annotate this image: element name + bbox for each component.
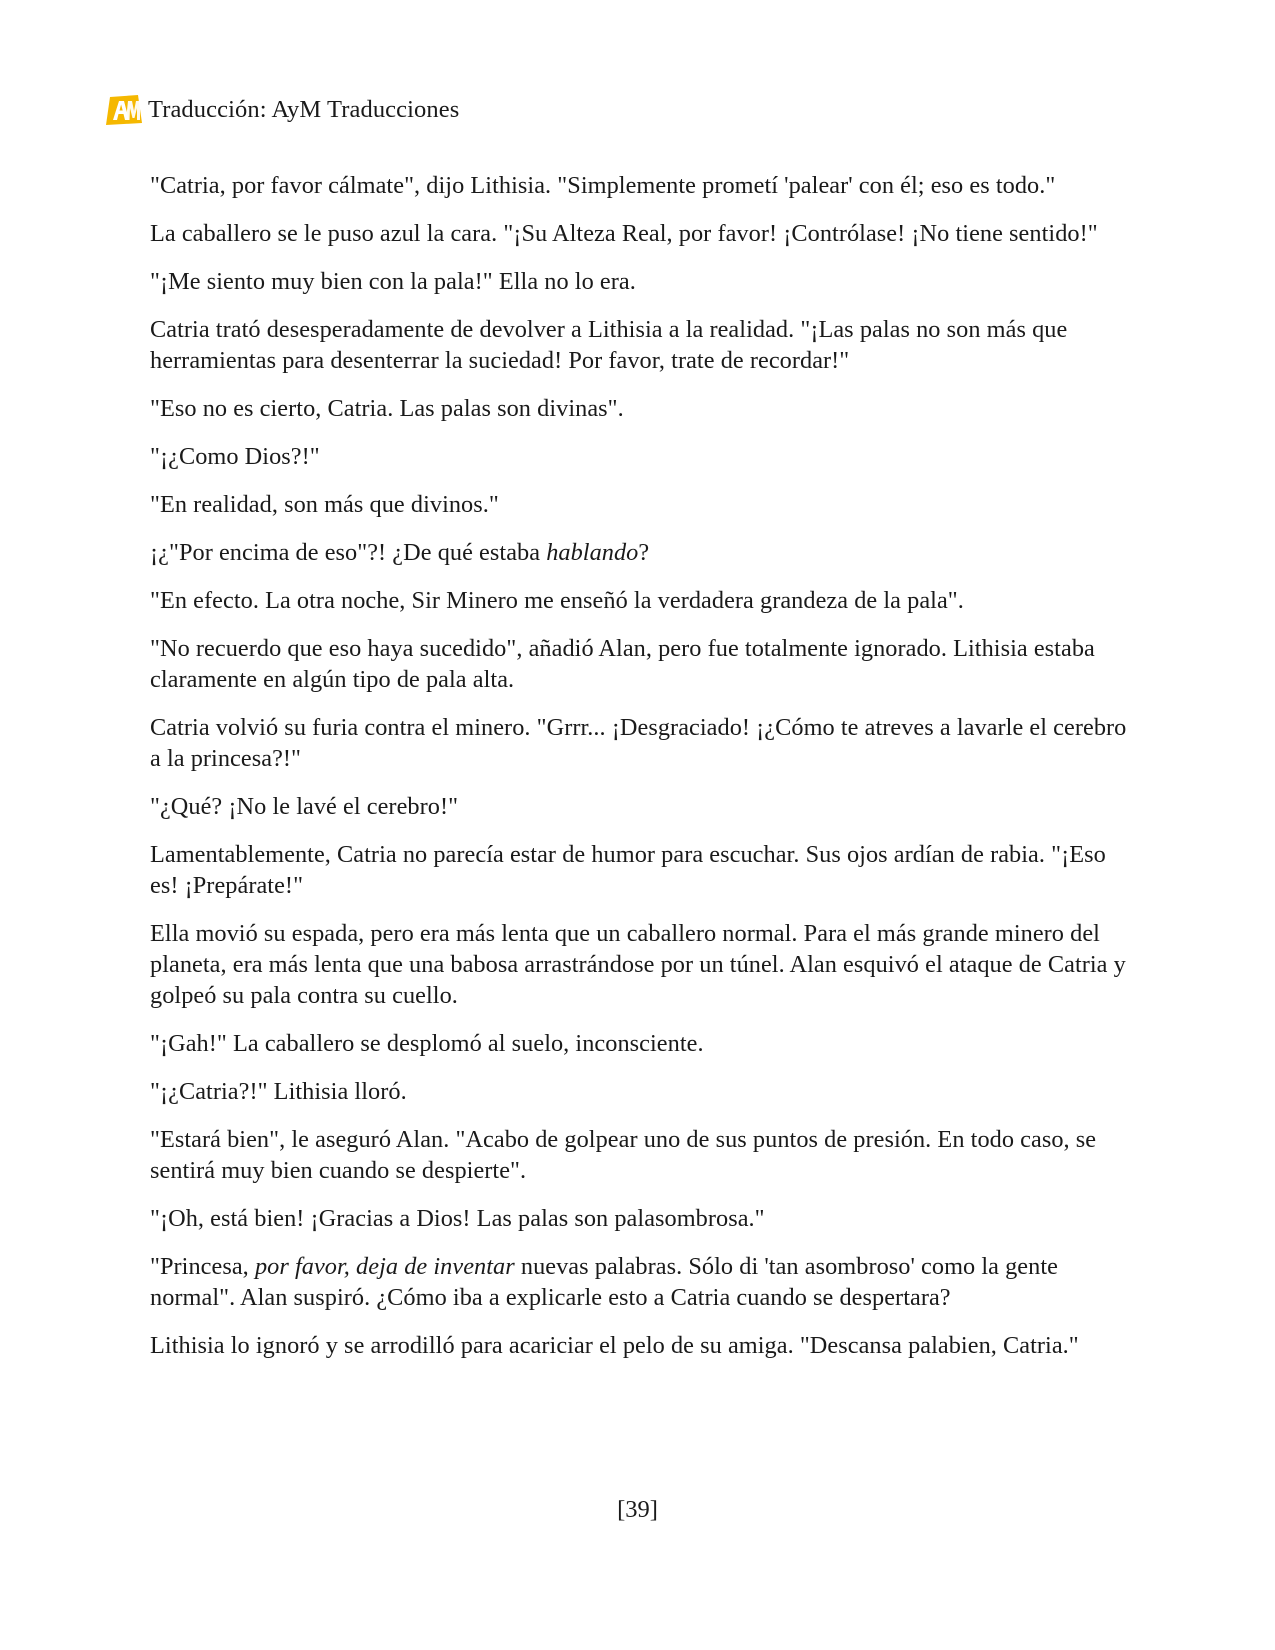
paragraph: Ella movió su espada, pero era más lenta que un caballero normal. Para el más grande minero del planeta, era más lenta que una babosa arrastrándose por un túnel. Alan esquivó el ataque de Catria y golpeó su pala contra su cuello. xyxy=(150,920,1126,1009)
paragraph: "Eso no es cierto, Catria. Las palas son divinas". xyxy=(150,395,624,422)
aym-logo-icon xyxy=(104,93,144,127)
paragraph: "¿Qué? ¡No le lavé el cerebro!" xyxy=(150,793,459,820)
italic-emphasis: hablando xyxy=(546,539,639,566)
paragraph: Catria trató desesperadamente de devolver a Lithisia a la realidad. "¡Las palas no son más que herramientas para desenterrar la suciedad! Por favor, trate de recordar!" xyxy=(150,316,1068,374)
page-body xyxy=(150,170,1130,1378)
paragraph: "¡¿Como Dios?!" xyxy=(150,443,320,470)
paragraph: Lamentablemente, Catria no parecía estar de humor para escuchar. Sus ojos ardían de rabia. "¡Eso es! ¡Prepárate!" xyxy=(150,841,1106,899)
paragraph: La caballero se le puso azul la cara. "¡Su Alteza Real, por favor! ¡Contrólase! ¡No tiene sentido!" xyxy=(150,220,1098,247)
page-number: [39] xyxy=(617,1496,658,1523)
paragraph: "Princesa, por favor, deja de inventar nuevas palabras. Sólo di 'tan asombroso' como la gente normal". Alan suspiró. ¿Cómo iba a explicarle esto a Catria cuando se despertara? xyxy=(150,1253,1058,1311)
paragraph: "¡Gah!" La caballero se desplomó al suelo, inconsciente. xyxy=(150,1030,704,1057)
paragraph: "Catria, por favor cálmate", dijo Lithisia. "Simplemente prometí 'palear' con él; eso es todo." xyxy=(150,172,1056,199)
paragraph: "¡¿Catria?!" Lithisia lloró. xyxy=(150,1078,407,1105)
paragraph: "Estará bien", le aseguró Alan. "Acabo de golpear uno de sus puntos de presión. En todo caso, se sentirá muy bien cuando se despierte". xyxy=(150,1126,1097,1184)
paragraph: "No recuerdo que eso haya sucedido", añadió Alan, pero fue totalmente ignorado. Lithisia estaba claramente en algún tipo de pala alta. xyxy=(150,635,1095,693)
paragraph: Catria volvió su furia contra el minero. "Grrr... ¡Desgraciado! ¡¿Cómo te atreves a lavarle el cerebro a la princesa?!" xyxy=(150,714,1127,772)
italic-emphasis: por favor, deja de inventar xyxy=(254,1253,515,1280)
paragraph: "En efecto. La otra noche, Sir Minero me enseñó la verdadera grandeza de la pala". xyxy=(150,587,964,614)
paragraph: "En realidad, son más que divinos." xyxy=(150,491,499,518)
page-header xyxy=(104,90,459,130)
paragraph: ¡¿"Por encima de eso"?! ¿De qué estaba hablando? xyxy=(150,539,650,566)
paragraph: "¡Oh, está bien! ¡Gracias a Dios! Las palas son palasombrosa." xyxy=(150,1205,765,1232)
translator-credit: Traducción: AyM Traducciones xyxy=(148,96,460,123)
paragraph: "¡Me siento muy bien con la pala!" Ella no lo era. xyxy=(150,268,636,295)
paragraph: Lithisia lo ignoró y se arrodilló para acariciar el pelo de su amiga. "Descansa palabien, Catria." xyxy=(150,1332,1079,1359)
